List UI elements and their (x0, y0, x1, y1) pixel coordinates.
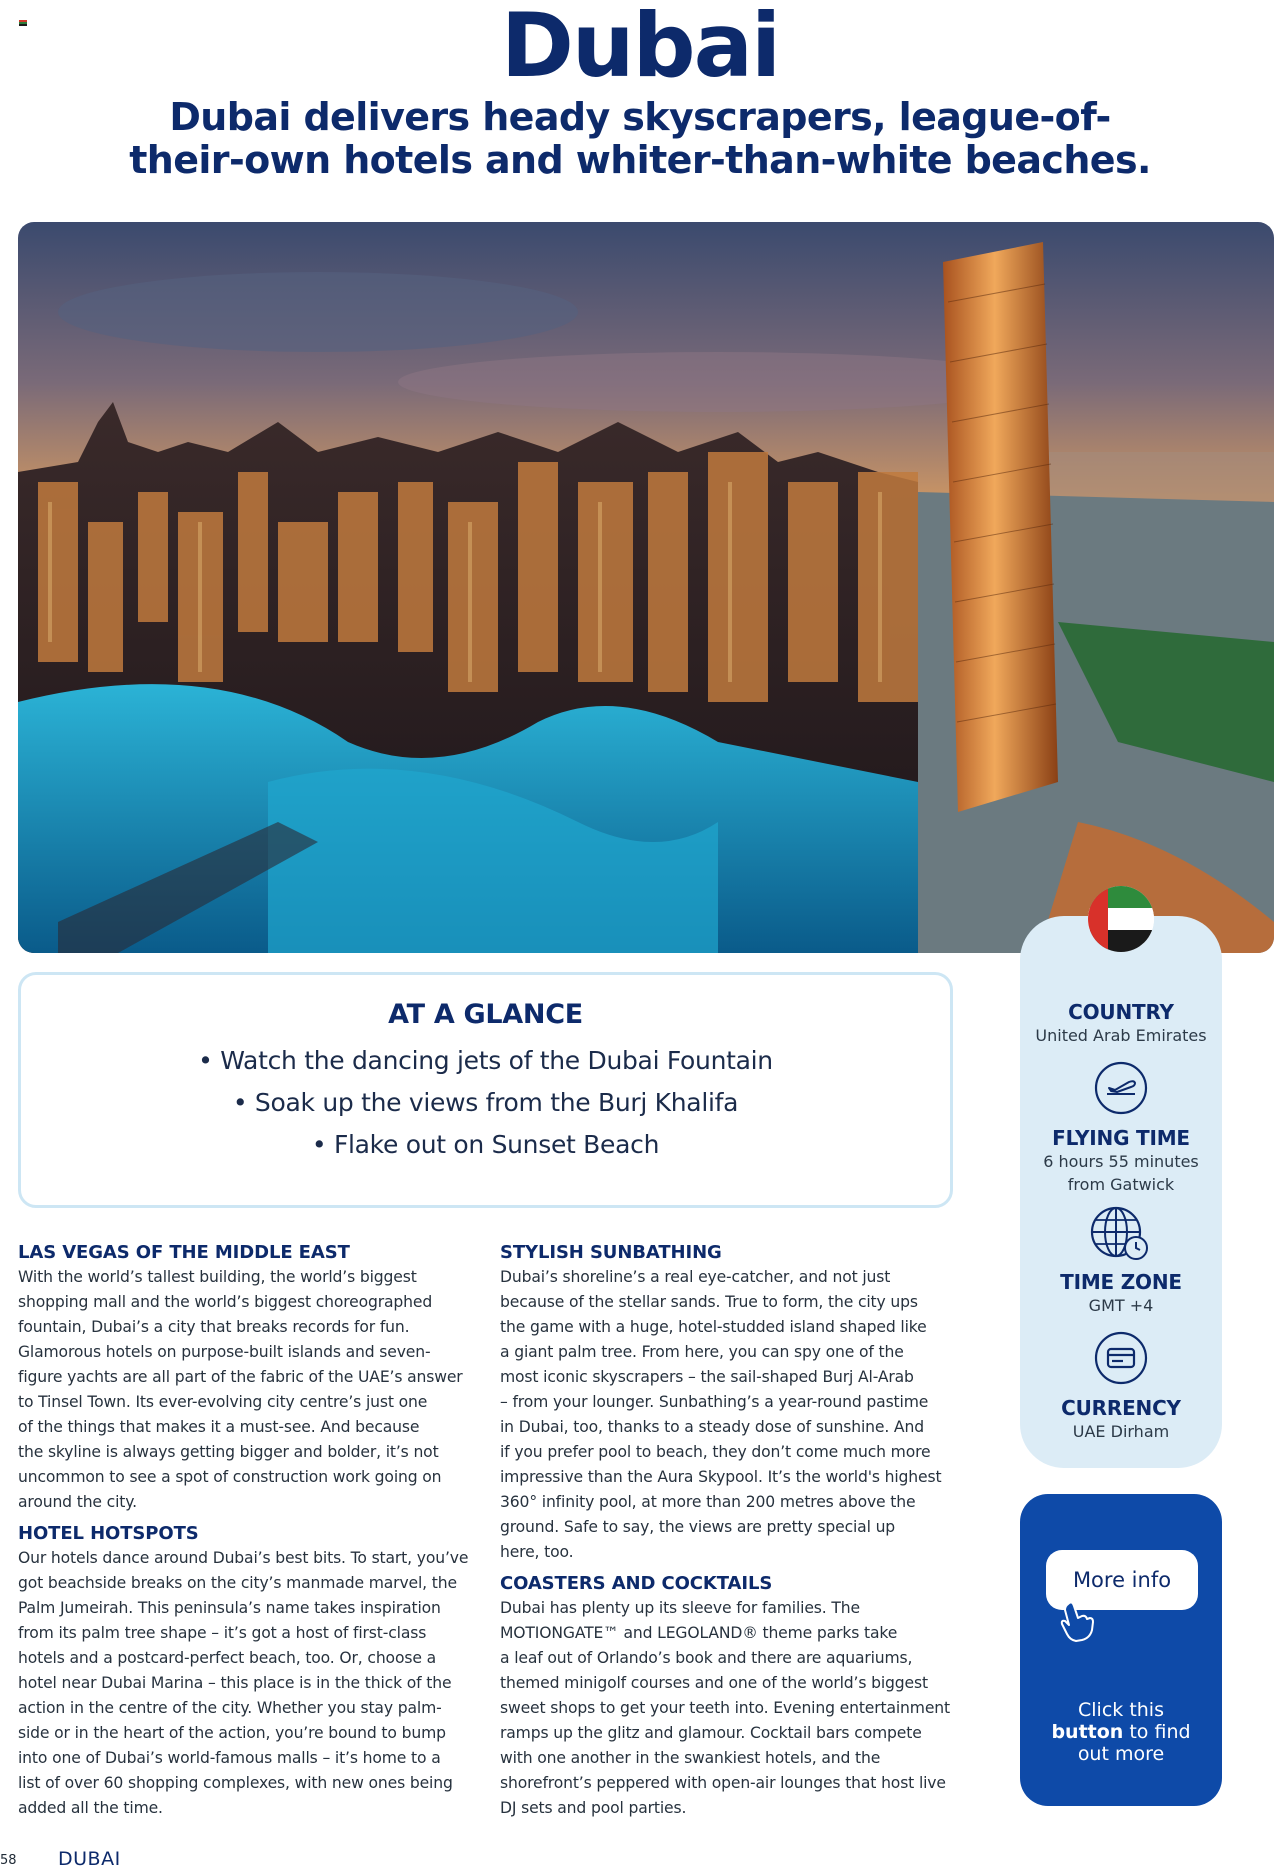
list-item: • Watch the dancing jets of the Dubai Fountain (21, 1040, 950, 1082)
at-a-glance-box (18, 972, 953, 1208)
fact-label: TIME ZONE (1060, 1270, 1182, 1294)
fact-value: GMT +4 (1088, 1296, 1154, 1315)
fact-value: UAE Dirham (1072, 1422, 1170, 1441)
left-column (18, 1240, 488, 1827)
fact-label: COUNTRY (1068, 1000, 1174, 1024)
cta-hint-bold: button (1051, 1721, 1124, 1743)
uae-flag-icon (1088, 886, 1154, 952)
fact-flying-time (1020, 1060, 1222, 1196)
cta-hint (1020, 1699, 1222, 1765)
hand-pointer-icon (1056, 1598, 1096, 1644)
section-heading-stylish-sunbathing: STYLISH SUNBATHING (500, 1242, 722, 1263)
section-body-coasters: Dubai has plenty up its sleeve for families. The MOTIONGATE™ and LEGOLAND® theme parks take a leaf out of Orlando’s book and there are aquariums, themed minigolf courses and one of the world’s biggest sweet shops to get your teeth into. Evening entertainment ramps up the glitz and glamour. Cocktail bars compete with one another in the swankiest hotels, and the shorefront’s peppered with open-air lounges that host live DJ sets and pool parties. (500, 1599, 950, 1817)
fact-value: United Arab Emirates (1035, 1026, 1207, 1045)
fact-currency (1020, 1330, 1222, 1443)
list-item: • Soak up the views from the Burj Khalifa (21, 1082, 950, 1124)
fact-label: CURRENCY (1061, 1396, 1181, 1420)
dubai-marina-skyline-photo (18, 222, 1274, 953)
cta-hint-suffix-1: to find (1129, 1721, 1191, 1743)
fact-country (1020, 1000, 1222, 1047)
footer-label: DUBAI (58, 1848, 121, 1870)
list-item: • Flake out on Sunset Beach (21, 1124, 950, 1166)
fact-value: 6 hours 55 minutes from Gatwick (1043, 1152, 1199, 1194)
page-subtitle: Dubai delivers heady skyscrapers, league-of-their-own hotels and whiter-than-white beaches. (129, 95, 1151, 182)
cta-hint-prefix: Click this (1078, 1699, 1164, 1721)
more-info-button[interactable]: More info (1046, 1550, 1198, 1610)
page-title: Dubai (500, 0, 780, 97)
more-info-panel (1020, 1494, 1222, 1806)
page-footer (0, 1848, 300, 1871)
section-body-stylish-sunbathing: Dubai’s shoreline’s a real eye-catcher, and not just because of the stellar sands. True to form, the city ups the game with a huge, hotel-studded island shaped like a giant palm tree. From here, you can spy one of the most iconic skyscrapers – the sail-shaped Burj Al-Arab – from your lounger. Sunbathing’s a year-round pastime in Dubai, too, thanks to a steady dose of sunshine. And if you prefer pool to beach, they don’t come much more impressive than the Aura Skypool. It’s the world's highest 360° infinity pool, at more than 200 metres above the ground. Safe to say, the views are pretty special up here, too. (500, 1268, 942, 1561)
section-body-las-vegas: With the world’s tallest building, the world’s biggest shopping mall and the world’s biggest choreographed fountain, Dubai’s a city that breaks records for fun. Glamorous hotels on purpose-built islands and seven- figure yachts are all part of the fabric of the UAE’s answer to Tinsel Town. Its ever-evolving city centre’s just one of the things that makes it a must-see. And because the skyline is always getting bigger and bolder, it’s not uncommon to see a spot of construction work going on around the city. (18, 1268, 463, 1511)
fact-time-zone (1020, 1206, 1222, 1317)
at-a-glance-heading: AT A GLANCE (388, 999, 583, 1030)
cta-hint-suffix-2: out more (1077, 1743, 1165, 1765)
section-body-hotel-hotspots: Our hotels dance around Dubai’s best bits. To start, you’ve got beachside breaks on the city’s manmade marvel, the Palm Jumeirah. This peninsula’s name takes inspiration from its palm tree shape – it’s got a host of first-class hotels and a postcard-perfect beach, too. Or, choose a hotel near Dubai Marina – this place is in the thick of the action in the centre of the city. Whether you stay palm- side or in the heart of the action, you’re bound to bump into one of Dubai’s world-famous malls – it’s home to a list of over 60 shopping complexes, with new ones being added all the time. (18, 1549, 469, 1817)
fact-label: FLYING TIME (1052, 1126, 1190, 1150)
card-icon (1093, 1330, 1149, 1386)
section-heading-hotel-hotspots: HOTEL HOTSPOTS (18, 1523, 199, 1544)
globe-clock-icon (1090, 1206, 1152, 1264)
section-heading-las-vegas: LAS VEGAS OF THE MIDDLE EAST (18, 1242, 350, 1263)
hero-image (18, 222, 1274, 953)
page-number: 58 (0, 1853, 17, 1868)
plane-icon (1093, 1060, 1149, 1116)
right-column (500, 1240, 970, 1827)
section-heading-coasters: COASTERS AND COCKTAILS (500, 1573, 773, 1594)
at-a-glance-list (21, 1040, 950, 1166)
facts-panel (1020, 916, 1222, 1468)
